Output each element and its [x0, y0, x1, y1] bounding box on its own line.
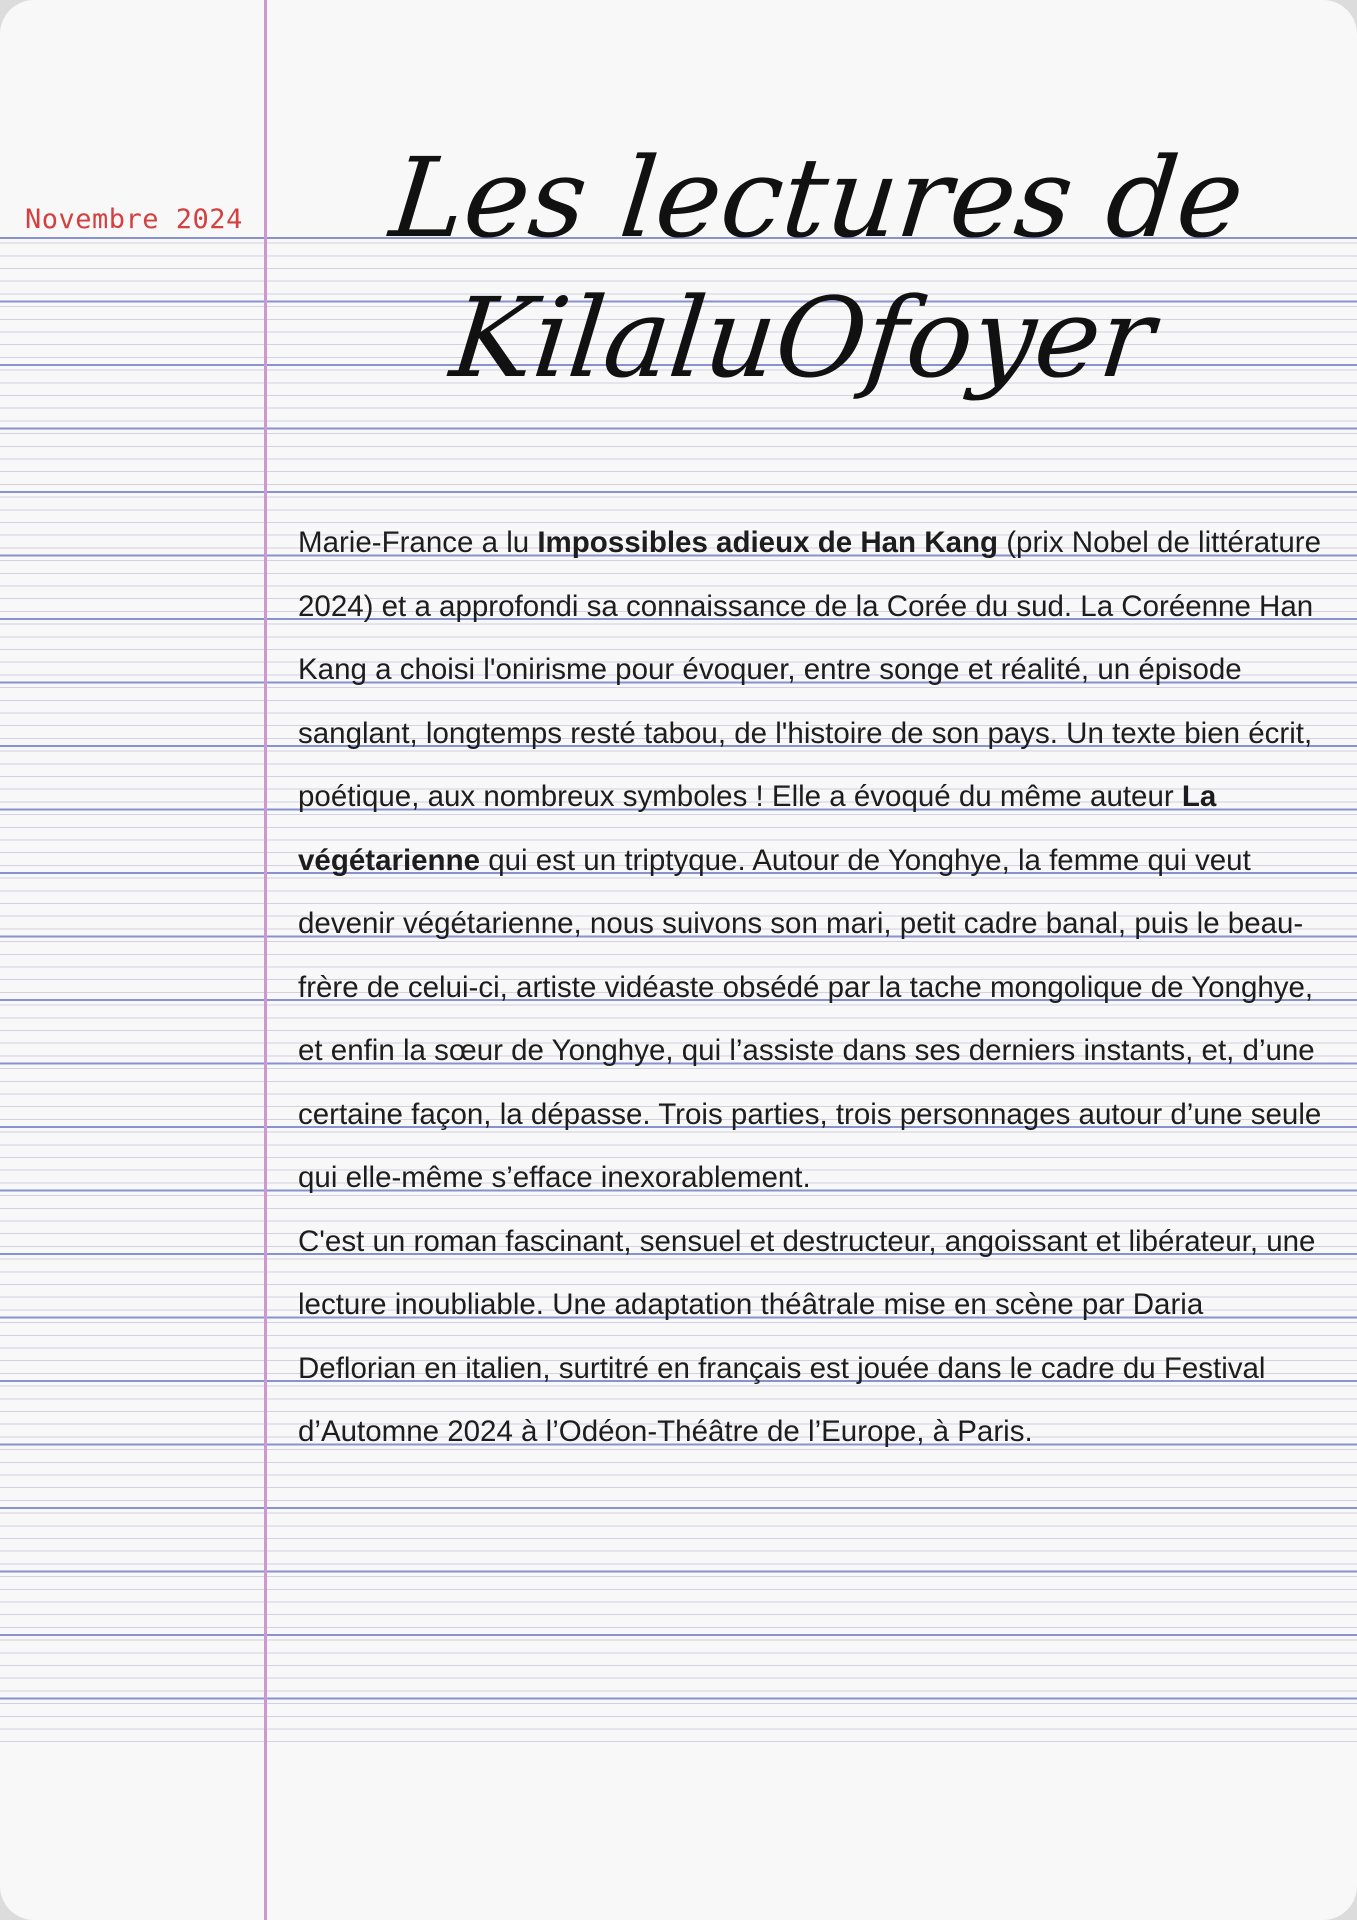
paragraph-2: C'est un roman fascinant, sensuel et destructeur, angoissant et libérateur, une lecture inoubliable. Une adaptation théâtrale mise en scène par Daria Deflorian en italien, surtitré en français est jouée dans le cadre du Festival d’Automne 2024 à l’Odéon-Théâtre de l’Europe, à Paris. — [298, 1224, 1316, 1448]
paragraph-1-text-a: Marie-France a lu — [298, 526, 538, 559]
margin-line — [264, 0, 267, 1920]
page-title — [285, 128, 1334, 408]
paragraph-1-text-b: (prix Nobel de littérature 2024) et a approfondi sa connaissance de la Corée du sud. La Coréenne Han Kang a choisi l'onirisme pour évoquer, entre songe et réalité, un épisode sanglant, longtemps resté tabou, de l'histoire de son pays. Un texte bien écrit, poétique, aux nombreux symboles ! Elle a évoqué du même auteur — [298, 526, 1322, 813]
paragraph-1-text-c: qui est un triptyque. Autour de Yonghye, la femme qui veut devenir végétarienne, nous suivons son mari, petit cadre banal, puis le beau-frère de celui-ci, artiste vidéaste obsédé par la tache mongolique de Yonghye, et enfin la sœur de Yonghye, qui l’assiste dans ses derniers instants, et, d’une certaine façon, la dépasse. Trois parties, trois personnages autour d’une seule qui elle-même s’efface inexorablement. — [298, 843, 1322, 1194]
title-line-1: Les lectures de — [385, 134, 1250, 262]
article-body — [298, 511, 1328, 1464]
paragraph-1 — [298, 511, 1328, 1210]
book-title-la-vegetarienne: La végétarienne — [298, 780, 1217, 877]
title-line-2: KilaluOfoyer — [445, 274, 1160, 402]
book-title-impossibles-adieux: Impossibles adieux de Han Kang — [537, 526, 999, 559]
date-label: Novembre 2024 — [25, 204, 243, 235]
